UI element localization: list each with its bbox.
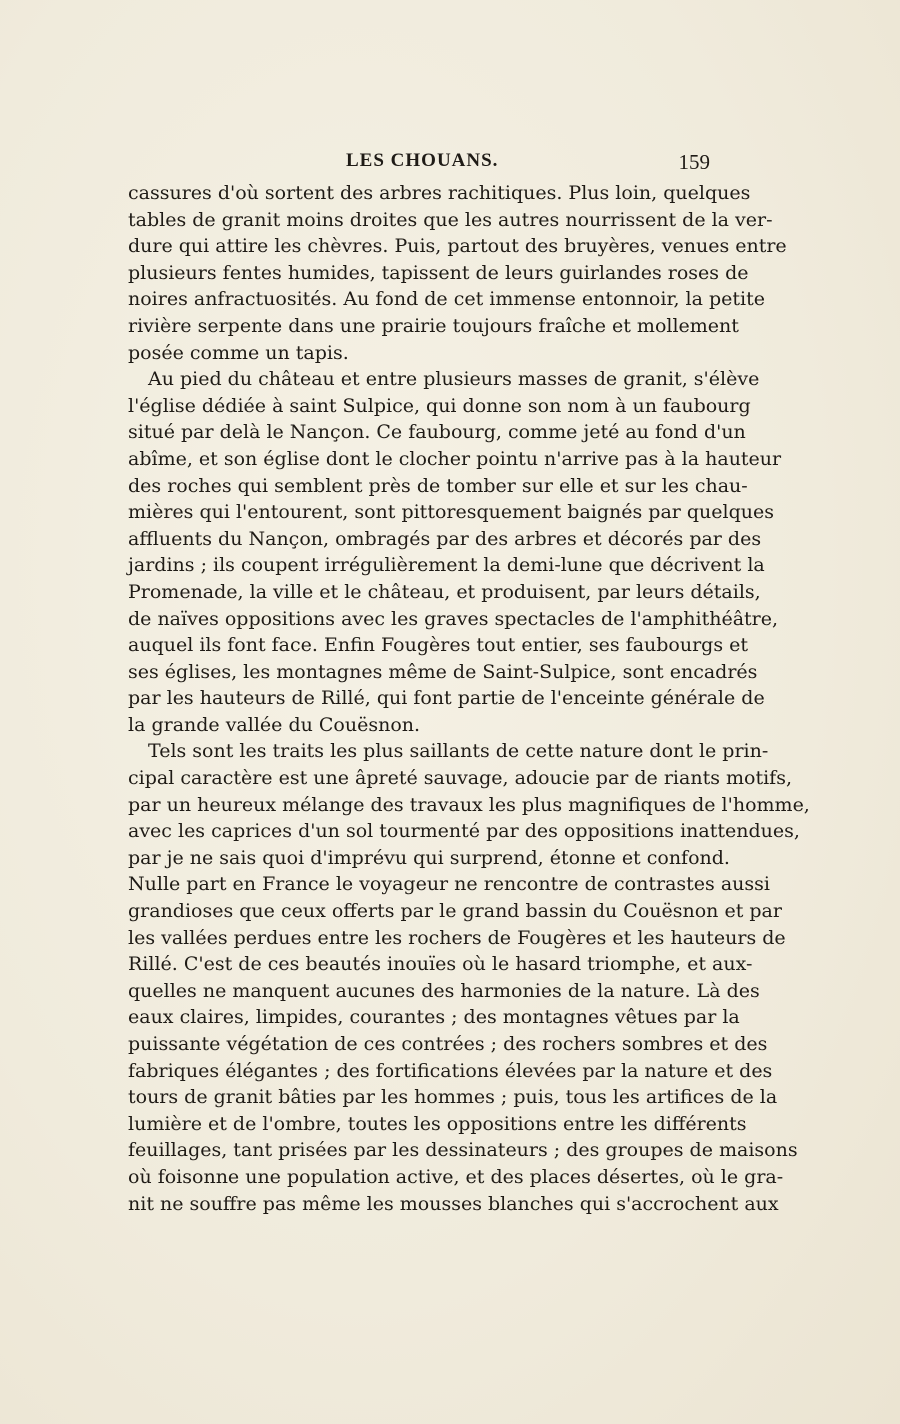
text-line: avec les caprices d'un sol tourmenté par des oppositions inattendues,: [128, 820, 800, 843]
text-line: affluents du Nançon, ombragés par des arbres et décorés par des: [128, 527, 762, 550]
text-line: par je ne sais quoi d'imprévu qui surprend, étonne et confond.: [128, 846, 730, 869]
text-line: feuillages, tant prisées par les dessinateurs ; des groupes de maisons: [128, 1139, 798, 1162]
text-line: quelles ne manquent aucunes des harmonies de la nature. Là des: [128, 979, 760, 1002]
text-line: noires anfractuosités. Au fond de cet immense entonnoir, la petite: [128, 288, 765, 311]
text-line: dure qui attire les chèvres. Puis, partout des bruyères, venues entre: [128, 235, 787, 258]
paragraph-start-line: Tels sont les traits les plus saillants de cette nature dont le prin-: [148, 740, 769, 763]
text-line: grandioses que ceux offerts par le grand bassin du Couësnon et par: [128, 900, 782, 923]
text-line: jardins ; ils coupent irrégulièrement la demi-lune que décrivent la: [128, 554, 765, 577]
text-line: lumière et de l'ombre, toutes les oppositions entre les différents: [128, 1112, 747, 1135]
running-title: LES CHOUANS.: [346, 150, 499, 171]
text-line: abîme, et son église dont le clocher pointu n'arrive pas à la hauteur: [128, 447, 782, 470]
text-line: des roches qui semblent près de tomber sur elle et sur les chau-: [128, 474, 748, 497]
text-line: plusieurs fentes humides, tapissent de leurs guirlandes roses de: [128, 261, 749, 284]
page-number: 159: [678, 150, 710, 174]
text-line: posée comme un tapis.: [128, 341, 349, 364]
text-line: fabriques élégantes ; des fortifications élevées par la nature et des: [128, 1059, 773, 1082]
text-line: cassures d'où sortent des arbres rachitiques. Plus loin, quelques: [128, 182, 751, 204]
text-line: mières qui l'entourent, sont pittoresquement baignés par quelques: [128, 501, 775, 524]
text-line: situé par delà le Nançon. Ce faubourg, comme jeté au fond d'un: [128, 421, 746, 444]
text-line: où foisonne une population active, et des places désertes, où le gra-: [128, 1165, 784, 1188]
text-line: de naïves oppositions avec les graves spectacles de l'amphithéâtre,: [128, 607, 779, 630]
text-line: eaux claires, limpides, courantes ; des montagnes vêtues par la: [128, 1006, 740, 1029]
text-line: ses églises, les montagnes même de Saint-Sulpice, sont encadrés: [128, 660, 758, 683]
page-header: [128, 150, 710, 178]
text-line: Nulle part en France le voyageur ne rencontre de contrastes aussi: [128, 873, 770, 896]
text-line: par un heureux mélange des travaux les plus magnifiques de l'homme,: [128, 793, 810, 816]
text-line: tables de granit moins droites que les autres nourrissent de la ver-: [128, 208, 773, 231]
text-line: la grande vallée du Couësnon.: [128, 713, 421, 736]
text-line: l'église dédiée à saint Sulpice, qui donne son nom à un faubourg: [128, 394, 751, 417]
text-line: rivière serpente dans une prairie toujours fraîche et mollement: [128, 314, 739, 337]
body-text: [128, 180, 810, 1217]
text-line: auquel ils font face. Enfin Fougères tout entier, ses faubourgs et: [128, 634, 749, 657]
text-line: Rillé. C'est de ces beautés inouïes où le hasard triomphe, et aux-: [128, 953, 753, 976]
text-line: Promenade, la ville et le château, et produisent, par leurs détails,: [128, 580, 761, 603]
text-line: cipal caractère est une âpreté sauvage, adoucie par de riants motifs,: [128, 767, 792, 790]
text-line: nit ne souffre pas même les mousses blanches qui s'accrochent aux: [128, 1192, 779, 1215]
text-line: les vallées perdues entre les rochers de Fougères et les hauteurs de: [128, 926, 786, 949]
text-line: tours de granit bâties par les hommes ; puis, tous les artifices de la: [128, 1086, 778, 1109]
text-line: par les hauteurs de Rillé, qui font partie de l'enceinte générale de: [128, 687, 765, 710]
text-line: puissante végétation de ces contrées ; des rochers sombres et des: [128, 1033, 768, 1055]
paragraph-start-line: Au pied du château et entre plusieurs masses de granit, s'élève: [148, 368, 760, 391]
